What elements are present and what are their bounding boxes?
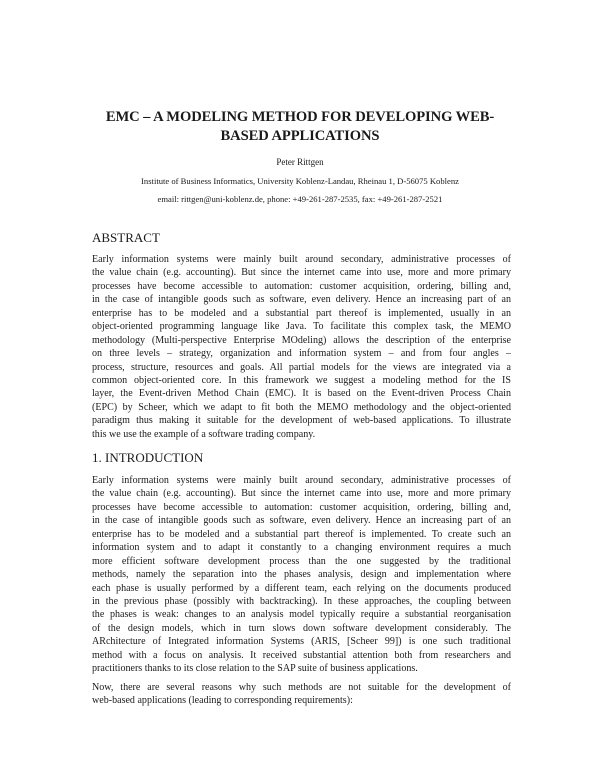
paragraph-line: common object-oriented core. In this framework we suggest a modeling method for the IS: [92, 374, 511, 386]
paragraph-line: Early information systems were mainly built around secondary, administrative processes of: [92, 475, 511, 486]
paragraph-line: processes have become accessible to automation: customer acquisition, ordering, billing and,: [92, 501, 511, 513]
paragraph-line: Early information systems were mainly built around secondary, administrative processes of: [92, 254, 511, 265]
paragraph-line: Now, there are several reasons why such methods are not suitable for the development of: [92, 682, 511, 693]
paragraph-line: in the case of intangible goods such as software, even delivery. Hence an increasing part of an: [92, 294, 511, 306]
paragraph-line: this we use the example of a software trading company.: [92, 428, 316, 440]
introduction-paragraph-1: [92, 474, 511, 676]
paragraph-line: object-oriented programming language like Java. To facilitate this complex task, the MEMO: [92, 321, 511, 333]
paragraph-line: of the design models, which in turn slows down software development considerably. The: [92, 622, 511, 634]
paragraph-line: (EPC) by Scheer, which we adapt to fit both the MEMO methodology and the object-oriented: [92, 401, 511, 413]
abstract-paragraph: [92, 253, 511, 441]
paragraph-line: more efficient software development process than the one suggested by the traditional: [92, 555, 511, 567]
title-line-2: BASED APPLICATIONS: [220, 128, 380, 144]
paragraph-line: paradigm thus making it suitable for the development of web-based applications. To illustrate: [92, 415, 511, 427]
paragraph-line: the value chain (e.g. accounting). But since the internet came into use, more and more primary: [92, 488, 511, 500]
paragraph-line: process, structure, resources and goals. All partial models for the views are integrated via a: [92, 361, 511, 373]
introduction-paragraph-2: [92, 681, 511, 708]
paragraph-line: enterprise has to be modeled and a substantial part thereof is implemented. To create such an: [92, 528, 511, 540]
author-contact: email: rittgen@uni-koblenz.de, phone: +49-261-287-2535, fax: +49-261-287-2521: [157, 194, 443, 204]
paper-title: [60, 108, 540, 146]
author-name: Peter Rittgen: [276, 157, 324, 167]
paragraph-line: methodology (Multi-perspective Enterprise MOdeling) allows the description of the enterprise: [92, 334, 511, 346]
paragraph-line: method with a focus on analysis. It received substantial attention both from researchers and: [92, 649, 511, 661]
paragraph-line: on three levels – strategy, organization and information system – and from four angles –: [92, 348, 511, 360]
paragraph-line: ARchitecture of Integrated information Systems (ARIS, [Scheer 99]) is one such traditional: [92, 636, 511, 648]
paragraph-line: information system and to adapt it constantly to a changing environment requires a much: [92, 542, 511, 554]
abstract-heading: ABSTRACT: [92, 230, 160, 245]
paragraph-line: the value chain (e.g. accounting). But since the internet came into use, more and more primary: [92, 267, 511, 279]
paragraph-line: practitioners thanks to its close relation to the SAP suite of business applications.: [92, 663, 418, 675]
paragraph-line: enterprise has to be modeled and a substantial part thereof is implemented, usually in an: [92, 307, 511, 319]
title-line-1: EMC – A MODELING METHOD FOR DEVELOPING WEB-: [105, 109, 495, 125]
paragraph-line: methods, namely the separation into the phases analysis, design and implementation where: [92, 569, 511, 581]
paragraph-line: the phases is weak: changes to an analysis model typically require a substantial reorganisation: [92, 609, 511, 621]
paragraph-line: in the previous phase (possibly with backtracking). In these approaches, the coupling between: [92, 595, 511, 607]
author-affiliation: Institute of Business Informatics, University Koblenz-Landau, Rheinau 1, D-56075 Koblenz: [141, 176, 459, 186]
paragraph-line: each phase is usually performed by a different team, each relying on the documents produced: [92, 582, 511, 594]
paragraph-line: processes have become accessible to automation: customer acquisition, ordering, billing and,: [92, 280, 511, 292]
introduction-heading: 1. INTRODUCTION: [92, 450, 204, 465]
paragraph-line: in the case of intangible goods such as software, even delivery. Hence an increasing part of an: [92, 515, 511, 527]
paragraph-line: web-based applications (leading to corresponding requirements):: [92, 695, 353, 707]
paragraph-line: layer, the Event-driven Method Chain (EMC). It is based on the Event-driven Process Chain: [92, 388, 511, 400]
